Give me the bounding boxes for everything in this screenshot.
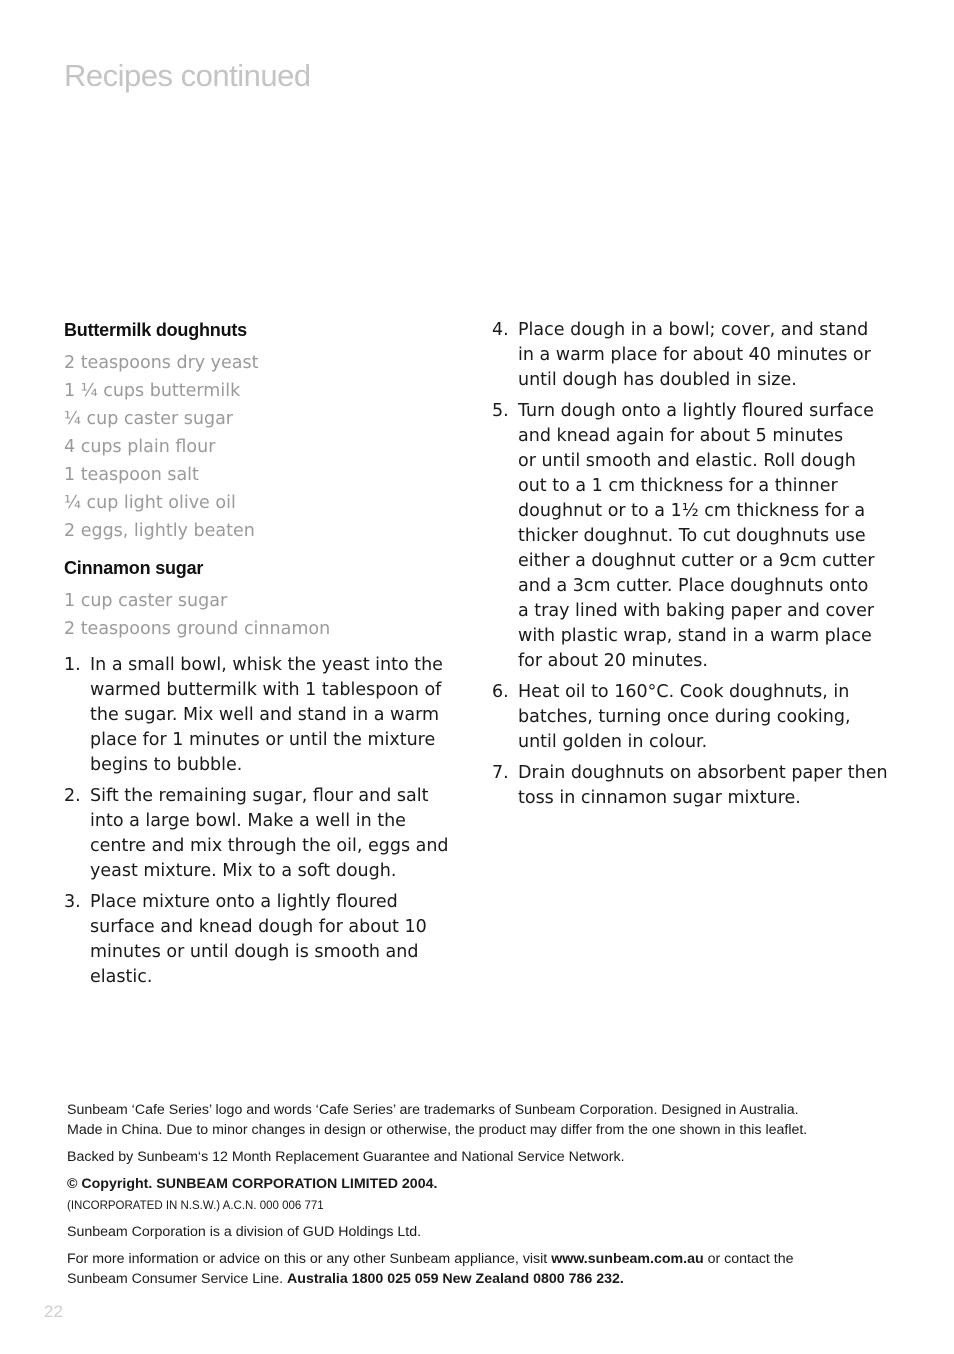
method-step [492, 680, 892, 755]
step-number: 6. [492, 682, 509, 702]
ingredient-list [64, 349, 449, 545]
ingredient-item: 1 cup caster sugar [64, 591, 228, 611]
ingredient-item: ¼ cup caster sugar [64, 409, 233, 429]
recipe-title: Buttermilk doughnuts [64, 320, 247, 340]
contact-info [67, 1249, 887, 1289]
step-number: 5. [492, 401, 509, 421]
step-line: for about 20 minutes. [518, 651, 708, 671]
ingredient-item: 2 teaspoons dry yeast [64, 353, 259, 373]
step-line: place for 1 minutes or until the mixture [90, 730, 436, 750]
step-line: Sift the remaining sugar, flour and salt [90, 786, 429, 806]
step-text [90, 784, 449, 884]
step-line: and a 3cm cutter. Place doughnuts onto [518, 576, 869, 596]
step-line: yeast mixture. Mix to a soft dough. [90, 861, 397, 881]
ingredient-item: 4 cups plain flour [64, 437, 216, 457]
incorporated-text: (INCORPORATED IN N.S.W.) A.C.N. 000 006 771 [67, 1200, 324, 1212]
footer [67, 1100, 887, 1296]
step-number: 7. [492, 763, 509, 783]
step-line: toss in cinnamon sugar mixture. [518, 788, 801, 808]
step-line: thicker doughnut. To cut doughnuts use [518, 526, 866, 546]
step-line: begins to bubble. [90, 755, 243, 775]
step-line: until golden in colour. [518, 732, 708, 752]
step-line: until dough has doubled in size. [518, 370, 797, 390]
step-line: Heat oil to 160°C. Cook doughnuts, in [518, 682, 850, 702]
ingredient-item: 1 ¼ cups buttermilk [64, 381, 241, 401]
ingredient-item: ¼ cup light olive oil [64, 493, 236, 513]
step-text [518, 761, 892, 811]
step-text [518, 399, 892, 674]
step-text [90, 653, 449, 778]
step-line: elastic. [90, 967, 153, 987]
step-line: doughnut or to a 1½ cm thickness for a [518, 501, 866, 521]
ingredient-item: 2 eggs, lightly beaten [64, 521, 255, 541]
step-line: out to a 1 cm thickness for a thinner [518, 476, 838, 496]
step-number: 4. [492, 320, 509, 340]
division-text: Sunbeam Corporation is a division of GUD Holdings Ltd. [67, 1224, 422, 1240]
step-line: minutes or until dough is smooth and [90, 942, 419, 962]
step-number: 1. [64, 655, 81, 675]
step-line: with plastic wrap, stand in a warm place [518, 626, 872, 646]
method-step [492, 399, 892, 674]
step-line: or until smooth and elastic. Roll dough [518, 451, 856, 471]
step-line: and knead again for about 5 minutes [518, 426, 844, 446]
method-steps-right [492, 318, 892, 811]
step-line: batches, turning once during cooking, [518, 707, 851, 727]
contact-prefix: For more information or advice on this or any other Sunbeam appliance, visit [67, 1251, 552, 1267]
copyright-bold: © Copyright. SUNBEAM CORPORATION LIMITED 2004. [67, 1176, 438, 1192]
contact-line-2: Sunbeam Consumer Service Line. [67, 1271, 288, 1287]
step-line: warmed buttermilk with 1 tablespoon of [90, 680, 442, 700]
step-line: either a doughnut cutter or a 9cm cutter [518, 551, 875, 571]
right-column [492, 318, 892, 817]
step-line: Place mixture onto a lightly floured [90, 892, 398, 912]
step-line: the sugar. Mix well and stand in a warm [90, 705, 440, 725]
step-line: In a small bowl, whisk the yeast into the [90, 655, 443, 675]
step-line: centre and mix through the oil, eggs and [90, 836, 449, 856]
step-line: a tray lined with baking paper and cover [518, 601, 875, 621]
step-line: surface and knead dough for about 10 [90, 917, 427, 937]
method-step [492, 318, 892, 393]
website-link[interactable]: www.sunbeam.com.au [551, 1251, 704, 1267]
contact-mid: or contact the [703, 1251, 794, 1267]
cinnamon-ingredient-list [64, 587, 449, 643]
step-number: 3. [64, 892, 81, 912]
step-line: Place dough in a bowl; cover, and stand [518, 320, 869, 340]
left-column [64, 318, 449, 996]
step-line: Turn dough onto a lightly floured surface [518, 401, 874, 421]
step-text [518, 318, 892, 393]
guarantee-text: Backed by Sunbeam‘s 12 Month Replacement Guarantee and National Service Network. [67, 1149, 625, 1165]
method-step [64, 890, 449, 990]
phone-numbers: Australia 1800 025 059 New Zealand 0800 786 232. [287, 1271, 624, 1287]
trademark-line-1: Sunbeam ‘Cafe Series’ logo and words ‘Cafe Series’ are trademarks of Sunbeam Corporation. Designed in Australia. [67, 1102, 799, 1118]
method-steps-left [64, 653, 449, 990]
method-step [492, 761, 892, 811]
step-number: 2. [64, 786, 81, 806]
method-step [64, 653, 449, 778]
cinnamon-sugar-title: Cinnamon sugar [64, 558, 204, 578]
step-text [90, 890, 449, 990]
ingredient-item: 2 teaspoons ground cinnamon [64, 619, 331, 639]
page-title: Recipes continued [64, 58, 311, 93]
trademark-notice [67, 1100, 887, 1140]
step-line: Drain doughnuts on absorbent paper then [518, 763, 888, 783]
page-number: 22 [44, 1302, 63, 1321]
trademark-line-2: Made in China. Due to minor changes in design or otherwise, the product may differ from the one shown in this leaflet. [67, 1122, 808, 1138]
method-step [64, 784, 449, 884]
step-line: into a large bowl. Make a well in the [90, 811, 406, 831]
ingredient-item: 1 teaspoon salt [64, 465, 199, 485]
step-line: in a warm place for about 40 minutes or [518, 345, 871, 365]
step-text [518, 680, 892, 755]
copyright-text [67, 1174, 887, 1194]
